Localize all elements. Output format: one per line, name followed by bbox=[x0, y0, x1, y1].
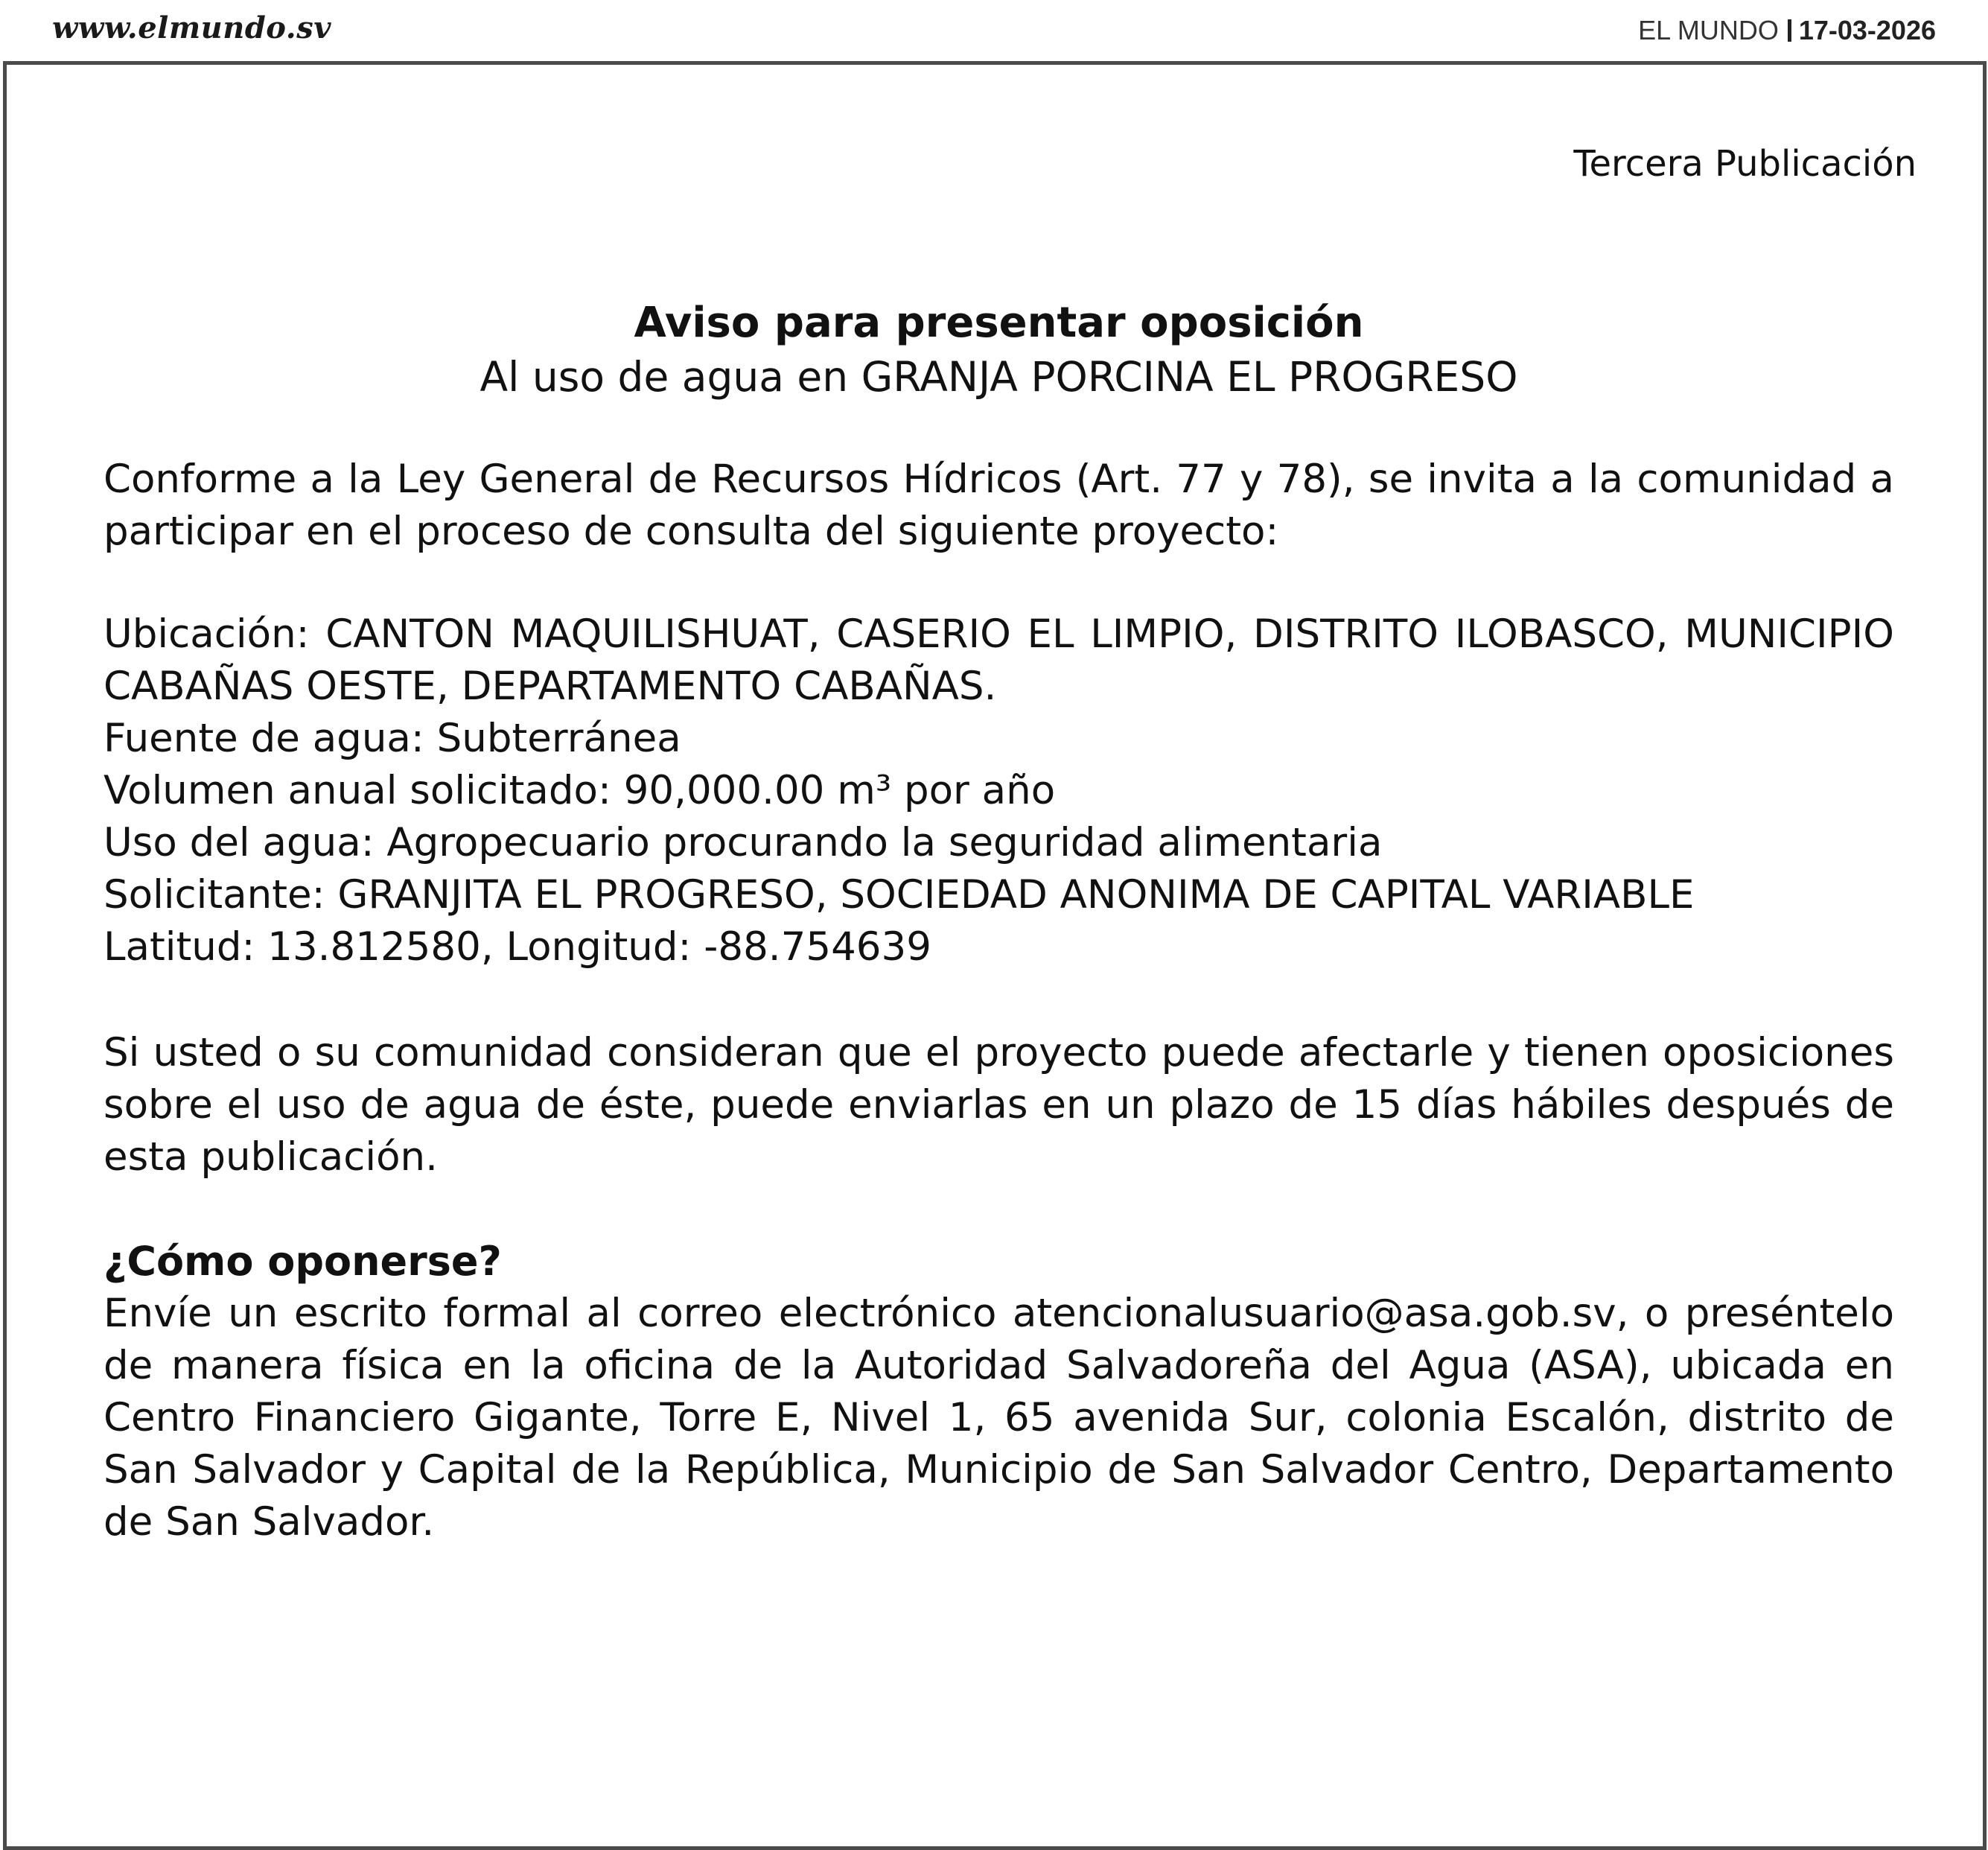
detail-location: Ubicación: CANTON MAQUILISHUAT, CASERIO EL LIMPIO, DISTRITO ILOBASCO, MUNICIPIO CABAÑAS OESTE, DEPARTAMENTO CABAÑAS. bbox=[103, 611, 1894, 709]
project-details bbox=[103, 608, 1920, 973]
separator-bar bbox=[1788, 19, 1791, 42]
notice-title: Aviso para presentar oposición bbox=[634, 299, 1364, 347]
notice-subtitle: Al uso de agua en GRANJA PORCINA EL PROGRESO bbox=[480, 353, 1518, 401]
publication-date: 17-03-2026 bbox=[1798, 15, 1936, 45]
intro-paragraph: Conforme a la Ley General de Recursos Hídricos (Art. 77 y 78), se invita a la comunidad a participar en el proceso de consulta del siguiente proyecto: bbox=[103, 457, 1894, 554]
edition-info bbox=[1638, 15, 1936, 46]
notice-box bbox=[3, 61, 1987, 1850]
detail-water-use: Uso del agua: Agropecuario procurando la seguridad alimentaria bbox=[103, 820, 1383, 865]
masthead bbox=[0, 0, 1988, 60]
publication-tag: Tercera Publicación bbox=[1573, 143, 1917, 185]
detail-applicant: Solicitante: GRANJITA EL PROGRESO, SOCIEDAD ANONIMA DE CAPITAL VARIABLE bbox=[103, 872, 1695, 918]
how-to-oppose-paragraph: Envíe un escrito formal al correo electrónico atencionalusuario@asa.gob.sv, o preséntelo de manera física en la oficina de la Autoridad Salvadoreña del Agua (ASA), ubicada en Centro Financiero Gigante, Torre E, Nivel 1, 65 avenida Sur, colonia Escalón, distrito de San Salvador y Capital de la República, Municipio de San Salvador Centro, Departamento de San Salvador. bbox=[103, 1291, 1894, 1545]
detail-coordinates: Latitud: 13.812580, Longitud: -88.754639 bbox=[103, 924, 931, 970]
opposition-paragraph: Si usted o su comunidad consideran que el proyecto puede afectarle y tienen oposiciones sobre el uso de agua de éste, puede enviarlas en un plazo de 15 días hábiles después de esta publicación. bbox=[103, 1030, 1894, 1180]
how-to-oppose-heading: ¿Cómo oponerse? bbox=[103, 1238, 502, 1285]
publication-name: EL MUNDO bbox=[1638, 15, 1779, 45]
detail-water-source: Fuente de agua: Subterránea bbox=[103, 716, 681, 761]
site-url[interactable]: www.elmundo.sv bbox=[52, 10, 331, 45]
detail-annual-volume: Volumen anual solicitado: 90,000.00 m³ por año bbox=[103, 768, 1056, 813]
